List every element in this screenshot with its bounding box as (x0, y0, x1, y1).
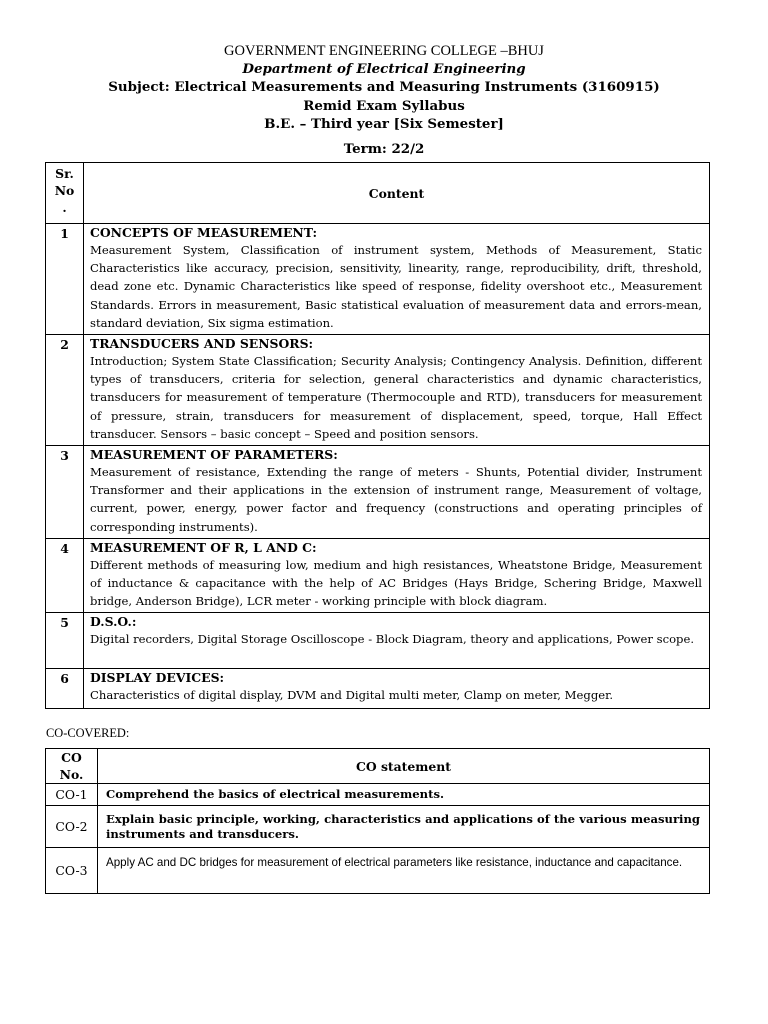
unit-number: 1 (46, 224, 84, 335)
unit-content (84, 613, 710, 669)
unit-title: MEASUREMENT OF R, L AND C: (90, 539, 317, 555)
document-header (0, 42, 768, 158)
subject-title: Subject: Electrical Measurements and Measuring Instruments (3160915) (108, 79, 660, 96)
unit-number: 5 (46, 613, 84, 669)
srno-column-header: Sr. No . (46, 163, 84, 224)
table-row (46, 784, 710, 806)
unit-description: Digital recorders, Digital Storage Oscilloscope - Block Diagram, theory and applications, Power scope. (90, 632, 695, 647)
co-covered-label: CO-COVERED: (46, 726, 130, 740)
unit-title: MEASUREMENT OF PARAMETERS: (90, 447, 338, 463)
unit-description: Different methods of measuring low, medium and high resistances, Wheatstone Bridge, Measurement of inductance & capacitance with the help of AC Bridges (Hays Bridge, Schering Bridge, Maxwell bridge, Anderson Bridge), LCR meter - working principle with block diagram. (90, 557, 702, 609)
unit-description: Characteristics of digital display, DVM and Digital multi meter, Clamp on meter, Megger. (90, 688, 614, 703)
co-number-column-header: CO No. (46, 749, 98, 784)
table-row (46, 613, 710, 669)
co-id: CO-2 (46, 806, 98, 848)
co-header-row (46, 749, 710, 784)
co-statement: Comprehend the basics of electrical measurements. (98, 784, 710, 806)
year-semester: B.E. – Third year [Six Semester] (264, 115, 504, 132)
unit-title: TRANSDUCERS AND SENSORS: (90, 336, 314, 352)
co-table (45, 748, 710, 894)
unit-description: Introduction; System State Classification; Security Analysis; Contingency Analysis. Definition, different types of transducers, criteria for selection, general characteristics and dynamic characteristics, transducers for measurement of temperature (Thermocouple and RTD), transducers for measurement of pressure, strain, transducers for measurement of displacement, speed, torque, Hall Effect transducer. Sensors – basic concept – Speed and position sensors. (90, 354, 702, 441)
unit-number: 4 (46, 538, 84, 613)
unit-title: CONCEPTS OF MEASUREMENT: (90, 225, 318, 240)
table-row (46, 848, 710, 894)
syllabus-table (45, 162, 710, 709)
table-row (46, 224, 710, 335)
unit-description: Measurement System, Classification of instrument system, Methods of Measurement, Static Characteristics like accuracy, precision, sensitivity, linearity, range, reproducibility, drift, threshold, dead zone etc. Dynamic Characteristics like speed of response, fidelity overshoot etc., Measurement Standards. Errors in measurement, Basic statistical evaluation of measurement data and errors-mean, standard deviation, Six sigma estimation. (90, 243, 702, 330)
unit-title: DISPLAY DEVICES: (90, 670, 225, 686)
department-name: Department of Electrical Engineering (242, 61, 526, 78)
co-id: CO-1 (46, 784, 98, 806)
co-statement-column-header: CO statement (98, 749, 710, 784)
table-row (46, 806, 710, 848)
table-row (46, 446, 710, 539)
syllabus-header-row (46, 163, 710, 224)
unit-content (84, 335, 710, 446)
college-name: GOVERNMENT ENGINEERING COLLEGE –BHUJ (224, 43, 544, 59)
table-row (46, 335, 710, 446)
co-id: CO-3 (46, 848, 98, 894)
content-column-header: Content (84, 163, 710, 224)
unit-number: 3 (46, 446, 84, 539)
unit-number: 2 (46, 335, 84, 446)
exam-title: Remid Exam Syllabus (303, 97, 465, 114)
unit-description: Measurement of resistance, Extending the range of meters - Shunts, Potential divider, Instrument Transformer and their applications in the extension of instrument range, Measurement of voltage, current, power, energy, power factor and frequency (constructions and operating principles of corresponding instruments). (90, 465, 702, 534)
co-statement: Explain basic principle, working, characteristics and applications of the various measuring instruments and transducers. (98, 806, 710, 848)
unit-content (84, 669, 710, 709)
unit-content (84, 446, 710, 539)
table-row (46, 669, 710, 709)
table-row (46, 538, 710, 613)
unit-title: D.S.O.: (90, 614, 137, 630)
unit-content (84, 538, 710, 613)
unit-number: 6 (46, 669, 84, 709)
co-statement: Apply AC and DC bridges for measurement of electrical parameters like resistance, inductance and capacitance. (98, 848, 710, 894)
term-label: Term: 22/2 (343, 141, 425, 158)
unit-content (84, 224, 710, 335)
